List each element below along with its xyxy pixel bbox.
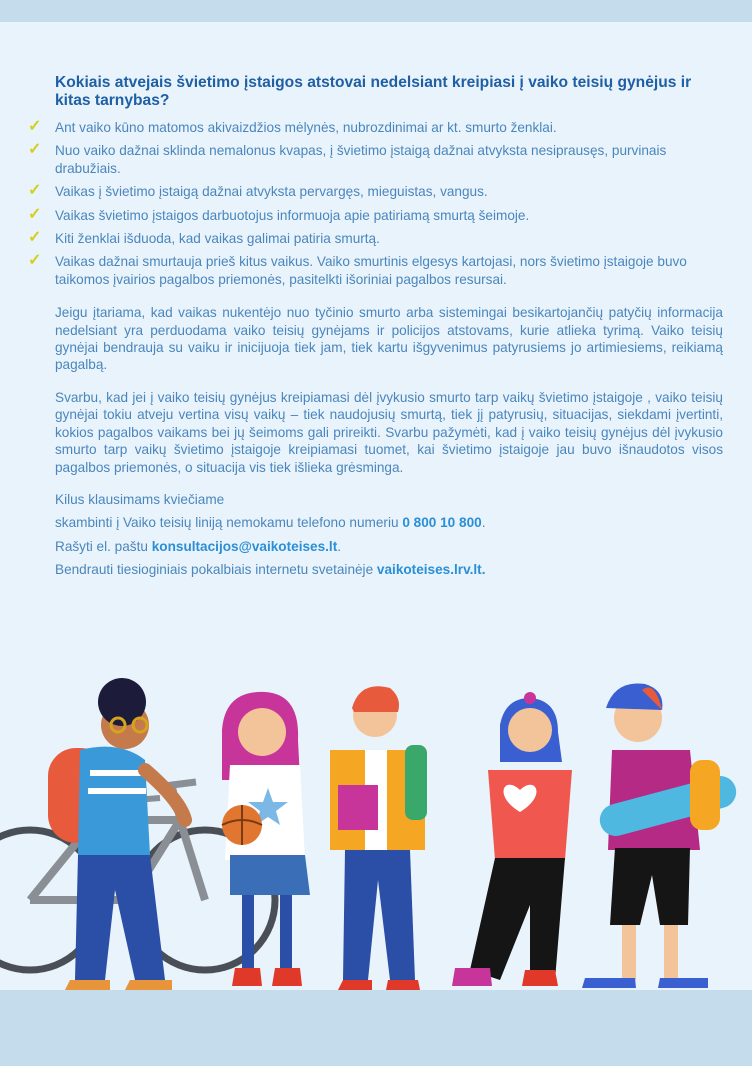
checklist-item: ✓ Kiti ženklai išduoda, kad vaikas galimai patiria smurtą. bbox=[28, 229, 380, 247]
page-content bbox=[28, 74, 723, 585]
girl-with-heart-shirt-figure bbox=[452, 692, 572, 986]
checklist-item: ✓ Vaikas švietimo įstaigos darbuotojus informuoja apie patiriamą smurtą šeimoje. bbox=[28, 205, 530, 223]
email-link[interactable]: konsultacijos@vaikoteises.lt bbox=[151, 538, 338, 554]
check-icon: ✓ bbox=[28, 118, 42, 135]
children-illustration bbox=[0, 670, 752, 1000]
paragraph-investigation: Jeigu įtariama, kad vaikas nukentėjo nuo tyčinio smurto arba sistemingai besikartojančių patyčių informacija nedelsiant yra perduodama vaiko teisių gynėjams ir policijos atstovams, kurie atlieka tyrimą. Vaiko teisių gynėjai bendrauja su vaiku ir inicijuoja tiek jam, tiek kartu išgyvenimus patyrusiems jo artimiesiems, reikiamą pagalbą. bbox=[55, 305, 723, 373]
checklist-item: ✓ Ant vaiko kūno matomos akivaizdžios mėlynės, nubrozdinimai ar kt. smurto ženklai. bbox=[28, 118, 557, 135]
page-heading: Kokiais atvejais švietimo įstaigos atstovai nedelsiant kreipiasi į vaiko teisių gynėjus ir kitas tarnybas? bbox=[55, 74, 692, 109]
checklist-item: ✓ Nuo vaiko dažnai sklinda nemalonus kvapas, į švietimo įstaigą dažnai atvyksta nesiprausęs, purvinais drabužiais. bbox=[28, 141, 667, 176]
contact-web-line: Bendrauti tiesioginiais pokalbiais internetu svetainėje vaikoteises.lrv.lt. bbox=[55, 562, 486, 578]
website-link[interactable]: vaikoteises.lrv.lt. bbox=[376, 562, 486, 578]
checklist bbox=[28, 118, 723, 288]
boy-with-book-figure bbox=[330, 686, 427, 990]
checklist-item: ✓ Vaikas į švietimo įstaigą dažnai atvyksta pervargęs, mieguistas, vangus. bbox=[28, 182, 488, 200]
contact-email-line: Rašyti el. paštu konsultacijos@vaikoteises.lt. bbox=[55, 538, 342, 554]
boy-with-skateboard-figure bbox=[582, 684, 740, 989]
check-icon: ✓ bbox=[28, 229, 42, 247]
check-icon: ✓ bbox=[28, 205, 42, 223]
bottom-band bbox=[0, 990, 752, 1066]
checklist-item: ✓ Vaikas dažnai smurtauja prieš kitus vaikus. Vaiko smurtinis elgesys kartojasi, nors švietimo įstaigoje buvo taikomos įvairios pagalbos priemonės, pasitelkti išoriniai pagalbos resursai. bbox=[28, 252, 687, 287]
contact-block bbox=[55, 491, 723, 579]
contact-phone-line: skambinti į Vaiko teisių liniją nemokamu telefono numeriu 0 800 10 800. bbox=[55, 515, 486, 531]
check-icon: ✓ bbox=[28, 141, 42, 159]
check-icon: ✓ bbox=[28, 182, 42, 200]
top-band bbox=[0, 0, 752, 22]
check-icon: ✓ bbox=[28, 252, 42, 270]
paragraph-assessment: Svarbu, kad jei į vaiko teisių gynėjus kreipiamasi dėl įvykusio smurto tarp vaikų švietimo įstaigoje , vaiko teisių gynėjai tokiu atveju vertina visų vaikų – tiek naudojusių smurtą, tiek jį patyrusių, situacijas, siekdami įvertinti, kokios pagalbos vaikams bei jų šeimoms gali prireikti. Svarbu pažymėti, kad į vaiko teisių gynėjus dėl įvykusio smurto tarp vaikų švietimo įstaigoje kreipiamasi tuomet, kai švietimo įstaigoje jau buvo išnaudotos visos pagalbos priemonės, o situacija vis tiek išlieka grėsminga. bbox=[55, 389, 723, 475]
boy-with-bicycle-figure bbox=[48, 678, 185, 990]
phone-number-link[interactable]: 0 800 10 800 bbox=[402, 515, 482, 531]
girl-with-basketball-figure bbox=[222, 692, 310, 986]
contact-intro: Kilus klausimams kviečiame bbox=[55, 491, 225, 507]
